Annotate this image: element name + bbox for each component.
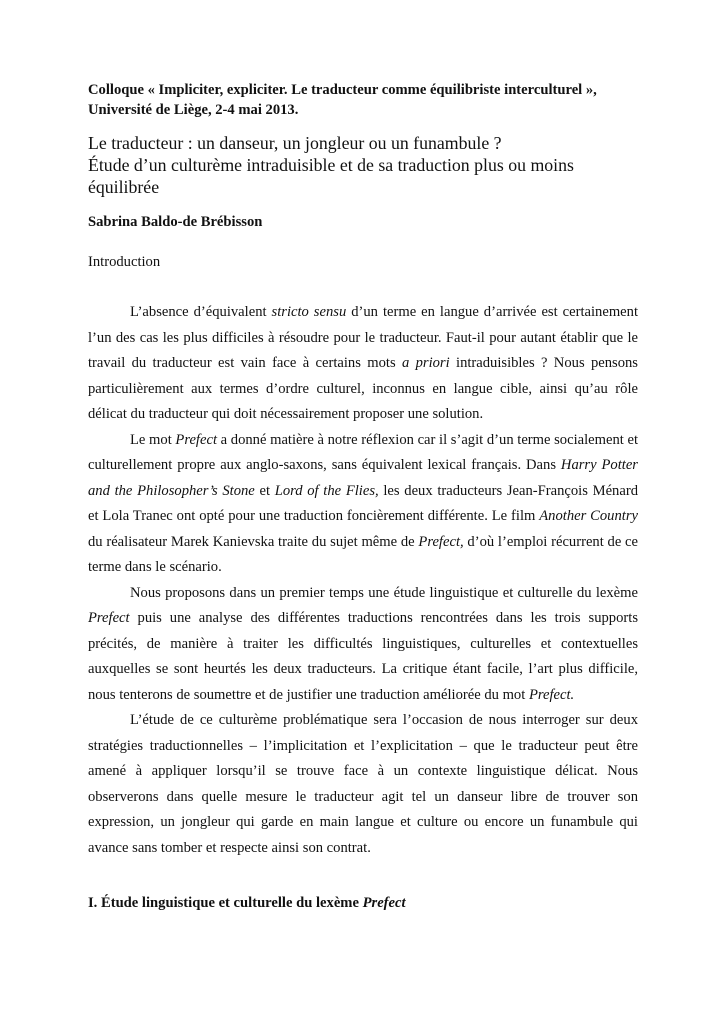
conference-header-line1: Colloque « Impliciter, expliciter. Le traducteur comme équilibriste interculturel », [88, 82, 597, 98]
p1-italic-a-priori: a priori [401, 355, 450, 371]
p1-italic-stricto-sensu: stricto sensu [271, 304, 347, 320]
section-heading-text: I. Étude linguistique et culturelle du lexème [88, 895, 363, 911]
p1-text-e: intraduisibles ? Nous pensons particulièrement aux termes d’ordre culturel, inconnus en langue cible, ainsi qu’au rôle délicat du traducteur qui doit nécessairement proposer une solution. [88, 355, 638, 422]
paragraph-2 [88, 428, 638, 581]
conference-header-line2: Université de Liège, 2-4 mai 2013. [88, 102, 299, 118]
document-page [88, 80, 638, 913]
p1-text-c: d’un terme en langue d’arrivée est certainement l’un des cas les plus difficiles à résoudre pour le traducteur. Faut-il pour autant établir que le travail du traducteur est vain face à certains mots [88, 304, 639, 371]
p2-text-a: Le mot [130, 431, 176, 448]
p1-text-a: L’absence d’équivalent [130, 304, 272, 320]
p2-italic-lord-of-the-flies: Lord of the Flies, [274, 482, 379, 499]
p2-text-i: du réalisateur Marek Kanievska traite du sujet même de [88, 533, 419, 550]
p2-text-g: les deux traducteurs Jean-François Ménard et Lola Tranec ont opté pour une traduction foncièrement différente. Le film [88, 482, 638, 524]
p2-text-c: a donné matière à notre réflexion car il s’agit d’un terme socialement et culturellement propre aux anglo-saxons, sans équivalent lexical français. Dans [88, 431, 639, 473]
section-heading-italic: Prefect [362, 895, 406, 911]
p2-italic-prefect: Prefect [175, 431, 217, 448]
p2-italic-harry-potter: Harry Potter and the Philosopher’s Stone [88, 457, 638, 499]
p2-italic-another-country: Another Country [539, 508, 638, 524]
paragraph-1 [88, 300, 638, 428]
section-heading-1 [88, 893, 638, 913]
p3-text-a: Nous proposons dans un premier temps une étude linguistique et culturelle du lexème [130, 584, 638, 601]
document-title [88, 132, 638, 198]
p3-italic-prefect-2: Prefect. [528, 686, 575, 703]
paragraph-3 [88, 581, 638, 709]
p2-text-e: et [254, 482, 275, 499]
title-line1: Le traducteur : un danseur, un jongleur ou un funambule ? [88, 133, 502, 153]
conference-header [88, 80, 638, 120]
author-name: Sabrina Baldo-de Brébisson [88, 214, 263, 230]
p3-text-c: puis une analyse des différentes traductions rencontrées dans les trois supports précités, de manière à traiter les difficultés linguistiques, culturelles et contextuelles auxquelles se sont heurtés les deux traducteurs. La critique étant facile, l’art plus difficile, nous tenterons de soumettre et de justifier une traduction améliorée du mot [88, 610, 638, 703]
p2-italic-prefect-2: Prefect, [418, 533, 464, 550]
title-line2: Étude d’un culturème intraduisible et de sa traduction plus ou moins équilibrée [88, 155, 574, 197]
introduction-label: Introduction [88, 254, 161, 270]
paragraph-4: L’étude de ce culturème problématique sera l’occasion de nous interroger sur deux stratégies traductionnelles – l’implicitation et l’explicitation – que le traducteur peut être amené à appliquer lorsqu’il se trouve face à un contexte linguistique délicat. Nous observerons dans quelle mesure le traducteur agit tel un danseur libre de trouver son expression, un jongleur qui garde en main langue et culture ou encore un funambule qui avance sans tomber et respecte ainsi son contrat. [88, 712, 638, 856]
p2-text-k: d’où l’emploi récurrent de ce terme dans le scénario. [88, 533, 639, 575]
p3-italic-prefect: Prefect [88, 610, 130, 626]
